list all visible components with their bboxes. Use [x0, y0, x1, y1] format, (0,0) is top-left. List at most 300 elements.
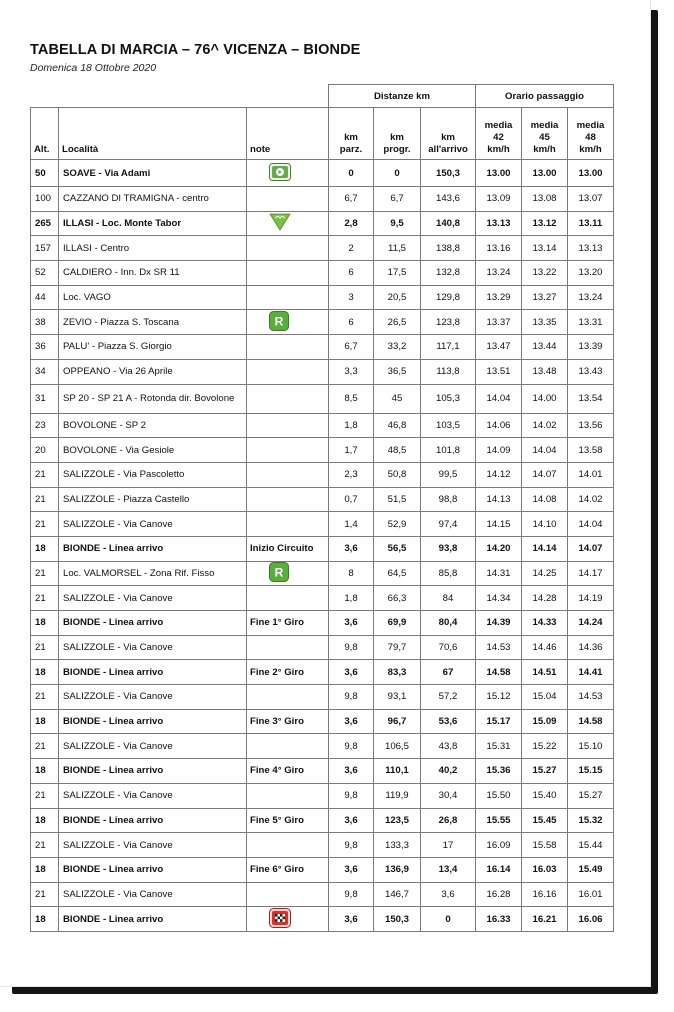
cell-note: Fine 2° Giro: [247, 660, 329, 685]
cell-time-42: 14.31: [476, 561, 522, 586]
table-row: [31, 709, 614, 734]
cell-localita: BOVOLONE - SP 2: [59, 413, 247, 438]
cell-km-arrivo: 43,8: [421, 734, 476, 759]
cell-localita: ILLASI - Centro: [59, 236, 247, 261]
cell-time-48: 16.01: [568, 882, 614, 907]
refuel-r-icon: [269, 311, 289, 334]
cell-km-parz: 6: [329, 261, 374, 286]
cell-note: [247, 187, 329, 212]
cell-time-45: 15.09: [522, 709, 568, 734]
cell-time-42: 14.09: [476, 438, 522, 463]
cell-note: [247, 783, 329, 808]
cell-note: [247, 285, 329, 310]
table-row: [31, 335, 614, 360]
cell-alt: 18: [31, 907, 59, 932]
table-row: [31, 512, 614, 537]
cell-note: [247, 907, 329, 932]
cell-time-45: 15.45: [522, 808, 568, 833]
table-row: [31, 734, 614, 759]
cell-time-48: 14.02: [568, 487, 614, 512]
col-media45-line2: 45: [539, 132, 550, 143]
cell-alt: 18: [31, 536, 59, 561]
cell-km-progr: 20,5: [374, 285, 421, 310]
table-row: [31, 611, 614, 636]
cell-time-48: 14.04: [568, 512, 614, 537]
cell-km-parz: 1,8: [329, 413, 374, 438]
cell-alt: 157: [31, 236, 59, 261]
cell-km-parz: 3,6: [329, 660, 374, 685]
col-media45-line1: media: [530, 120, 559, 131]
cell-km-arrivo: 97,4: [421, 512, 476, 537]
cell-note: [247, 586, 329, 611]
cell-time-48: 13.20: [568, 261, 614, 286]
cell-km-progr: 0: [374, 160, 421, 187]
cell-time-42: 16.28: [476, 882, 522, 907]
cell-alt: 34: [31, 359, 59, 384]
cell-km-progr: 36,5: [374, 359, 421, 384]
col-media48: [568, 108, 614, 160]
cell-km-arrivo: 105,3: [421, 384, 476, 413]
cell-time-48: 14.36: [568, 635, 614, 660]
cell-time-45: 16.21: [522, 907, 568, 932]
table-row: [31, 462, 614, 487]
col-km-progr: [374, 108, 421, 160]
table-row: [31, 187, 614, 212]
cell-km-arrivo: 93,8: [421, 536, 476, 561]
cell-time-45: 16.03: [522, 857, 568, 882]
cell-note: [247, 882, 329, 907]
cell-km-arrivo: 103,5: [421, 413, 476, 438]
cell-time-48: 13.31: [568, 310, 614, 335]
cell-km-arrivo: 80,4: [421, 611, 476, 636]
cell-km-progr: 17,5: [374, 261, 421, 286]
cell-time-45: 13.14: [522, 236, 568, 261]
cell-time-45: 14.00: [522, 384, 568, 413]
cell-localita: BIONDE - Linea arrivo: [59, 857, 247, 882]
cell-km-parz: 6,7: [329, 187, 374, 212]
climb-triangle-icon: [269, 213, 291, 234]
cell-time-42: 13.13: [476, 211, 522, 236]
cell-note: Fine 5° Giro: [247, 808, 329, 833]
cell-localita: SALIZZOLE - Via Pascoletto: [59, 462, 247, 487]
cell-time-42: 14.04: [476, 384, 522, 413]
cell-localita: SALIZZOLE - Via Canove: [59, 833, 247, 858]
header-blank: [59, 85, 247, 108]
cell-time-48: 14.58: [568, 709, 614, 734]
cell-km-progr: 133,3: [374, 833, 421, 858]
cell-alt: 21: [31, 487, 59, 512]
cell-time-42: 14.58: [476, 660, 522, 685]
header-blank: [31, 85, 59, 108]
cell-localita: SALIZZOLE - Via Canove: [59, 882, 247, 907]
cell-localita: ILLASI - Loc. Monte Tabor: [59, 211, 247, 236]
col-note: note: [247, 108, 329, 160]
cell-km-arrivo: 99,5: [421, 462, 476, 487]
cell-time-48: 13.43: [568, 359, 614, 384]
cell-time-48: 14.24: [568, 611, 614, 636]
col-media45: [522, 108, 568, 160]
cell-time-48: 14.17: [568, 561, 614, 586]
cell-time-42: 13.24: [476, 261, 522, 286]
cell-km-progr: 56,5: [374, 536, 421, 561]
cell-time-48: 13.54: [568, 384, 614, 413]
cell-alt: 21: [31, 783, 59, 808]
col-km-progr-line2: progr.: [383, 144, 411, 155]
cell-km-parz: 3,6: [329, 759, 374, 784]
col-km-parz: [329, 108, 374, 160]
col-media42: [476, 108, 522, 160]
cell-localita: SALIZZOLE - Via Canove: [59, 685, 247, 710]
cell-km-arrivo: 13,4: [421, 857, 476, 882]
table-row: [31, 833, 614, 858]
cell-time-42: 14.34: [476, 586, 522, 611]
cell-km-progr: 64,5: [374, 561, 421, 586]
cell-localita: PALU' - Piazza S. Giorgio: [59, 335, 247, 360]
cell-localita: Loc. VALMORSEL - Zona Rif. Fisso: [59, 561, 247, 586]
refuel-r-icon: [269, 562, 289, 585]
table-row: [31, 561, 614, 586]
cell-km-parz: 9,8: [329, 685, 374, 710]
cell-km-progr: 150,3: [374, 907, 421, 932]
cell-alt: 18: [31, 808, 59, 833]
cell-time-42: 15.12: [476, 685, 522, 710]
cell-note: [247, 685, 329, 710]
table-row: [31, 907, 614, 932]
cell-localita: BIONDE - Linea arrivo: [59, 611, 247, 636]
cell-alt: 21: [31, 685, 59, 710]
col-media48-line3: km/h: [579, 144, 602, 155]
cell-alt: 18: [31, 660, 59, 685]
cell-localita: BIONDE - Linea arrivo: [59, 536, 247, 561]
cell-note: [247, 561, 329, 586]
header-blank: [247, 85, 329, 108]
cell-km-parz: 3,6: [329, 611, 374, 636]
cell-km-progr: 51,5: [374, 487, 421, 512]
cell-time-45: 13.44: [522, 335, 568, 360]
cell-time-48: 15.44: [568, 833, 614, 858]
page-subtitle: Domenica 18 Ottobre 2020: [30, 62, 157, 74]
table-row: [31, 487, 614, 512]
cell-km-progr: 46,8: [374, 413, 421, 438]
cell-km-progr: 136,9: [374, 857, 421, 882]
cell-time-45: 14.07: [522, 462, 568, 487]
cell-time-48: 13.56: [568, 413, 614, 438]
cell-time-45: 15.04: [522, 685, 568, 710]
march-table: [30, 84, 614, 932]
col-media48-line1: media: [576, 120, 605, 131]
cell-time-42: 14.12: [476, 462, 522, 487]
cell-time-48: 15.32: [568, 808, 614, 833]
cell-time-48: 15.49: [568, 857, 614, 882]
cell-alt: 36: [31, 335, 59, 360]
cell-alt: 21: [31, 882, 59, 907]
table-row: [31, 211, 614, 236]
cell-km-arrivo: 17: [421, 833, 476, 858]
cell-km-progr: 66,3: [374, 586, 421, 611]
cell-time-45: 13.35: [522, 310, 568, 335]
cell-note: [247, 160, 329, 187]
cell-alt: 265: [31, 211, 59, 236]
cell-alt: 18: [31, 759, 59, 784]
cell-km-arrivo: 67: [421, 660, 476, 685]
cell-km-progr: 96,7: [374, 709, 421, 734]
cell-time-48: 13.13: [568, 236, 614, 261]
cell-time-45: 13.12: [522, 211, 568, 236]
cell-localita: BIONDE - Linea arrivo: [59, 709, 247, 734]
cell-time-42: 14.20: [476, 536, 522, 561]
cell-time-45: 13.22: [522, 261, 568, 286]
cell-alt: 100: [31, 187, 59, 212]
cell-time-48: 13.58: [568, 438, 614, 463]
cell-km-arrivo: 98,8: [421, 487, 476, 512]
cell-km-arrivo: 150,3: [421, 160, 476, 187]
cell-km-arrivo: 138,8: [421, 236, 476, 261]
col-km-arrivo: [421, 108, 476, 160]
cell-time-45: 15.27: [522, 759, 568, 784]
header-orario: Orario passaggio: [476, 85, 614, 108]
cell-km-arrivo: 30,4: [421, 783, 476, 808]
col-alt: Alt.: [31, 108, 59, 160]
cell-time-42: 14.53: [476, 635, 522, 660]
cell-alt: 31: [31, 384, 59, 413]
table-row: [31, 635, 614, 660]
cell-km-parz: 3,6: [329, 808, 374, 833]
cell-km-progr: 146,7: [374, 882, 421, 907]
cell-km-parz: 1,4: [329, 512, 374, 537]
cell-km-parz: 6,7: [329, 335, 374, 360]
cell-time-48: 15.10: [568, 734, 614, 759]
cell-km-arrivo: 85,8: [421, 561, 476, 586]
cell-alt: 18: [31, 709, 59, 734]
cell-note: [247, 310, 329, 335]
cell-time-48: 13.07: [568, 187, 614, 212]
cell-km-arrivo: 117,1: [421, 335, 476, 360]
cell-km-parz: 1,7: [329, 438, 374, 463]
cell-km-progr: 26,5: [374, 310, 421, 335]
cell-alt: 21: [31, 512, 59, 537]
cell-km-progr: 11,5: [374, 236, 421, 261]
cell-localita: SALIZZOLE - Piazza Castello: [59, 487, 247, 512]
cell-time-48: 14.01: [568, 462, 614, 487]
table-row: [31, 536, 614, 561]
cell-km-progr: 48,5: [374, 438, 421, 463]
cell-km-progr: 83,3: [374, 660, 421, 685]
cell-localita: CALDIERO - Inn. Dx SR 11: [59, 261, 247, 286]
cell-km-arrivo: 123,8: [421, 310, 476, 335]
cell-time-42: 14.13: [476, 487, 522, 512]
col-media48-line2: 48: [585, 132, 596, 143]
cell-localita: Loc. VAGO: [59, 285, 247, 310]
table-row: [31, 857, 614, 882]
cell-km-parz: 6: [329, 310, 374, 335]
col-km-parz-line1: km: [344, 132, 358, 143]
cell-note: [247, 211, 329, 236]
cell-note: [247, 438, 329, 463]
cell-alt: 21: [31, 586, 59, 611]
cell-alt: 21: [31, 635, 59, 660]
cell-localita: ZEVIO - Piazza S. Toscana: [59, 310, 247, 335]
cell-time-48: 15.15: [568, 759, 614, 784]
cell-localita: SALIZZOLE - Via Canove: [59, 783, 247, 808]
cell-time-45: 14.46: [522, 635, 568, 660]
cell-localita: SP 20 - SP 21 A - Rotonda dir. Bovolone: [59, 384, 247, 413]
cell-note: Fine 4° Giro: [247, 759, 329, 784]
cell-km-parz: 9,8: [329, 882, 374, 907]
cell-time-45: 14.04: [522, 438, 568, 463]
cell-time-45: 14.28: [522, 586, 568, 611]
cell-time-45: 15.58: [522, 833, 568, 858]
cell-km-parz: 0: [329, 160, 374, 187]
cell-time-42: 15.17: [476, 709, 522, 734]
cell-km-arrivo: 129,8: [421, 285, 476, 310]
cell-km-parz: 2: [329, 236, 374, 261]
cell-time-42: 13.37: [476, 310, 522, 335]
cell-km-progr: 52,9: [374, 512, 421, 537]
col-media42-line1: media: [484, 120, 513, 131]
cell-km-arrivo: 53,6: [421, 709, 476, 734]
cell-note: [247, 833, 329, 858]
cell-time-48: 16.06: [568, 907, 614, 932]
col-media42-line3: km/h: [487, 144, 510, 155]
cell-time-42: 16.09: [476, 833, 522, 858]
cell-time-45: 14.51: [522, 660, 568, 685]
cell-alt: 21: [31, 462, 59, 487]
header-distanze: Distanze km: [329, 85, 476, 108]
cell-note: [247, 359, 329, 384]
cell-note: [247, 512, 329, 537]
col-media42-line2: 42: [493, 132, 504, 143]
cell-time-48: 15.27: [568, 783, 614, 808]
cell-note: [247, 734, 329, 759]
cell-time-45: 13.08: [522, 187, 568, 212]
cell-time-48: 13.39: [568, 335, 614, 360]
cell-time-45: 14.10: [522, 512, 568, 537]
cell-time-42: 15.36: [476, 759, 522, 784]
cell-note: [247, 384, 329, 413]
cell-km-arrivo: 132,8: [421, 261, 476, 286]
cell-localita: CAZZANO DI TRAMIGNA - centro: [59, 187, 247, 212]
table-row: [31, 808, 614, 833]
cell-km-parz: 8,5: [329, 384, 374, 413]
table-row: [31, 359, 614, 384]
cell-km-arrivo: 70,6: [421, 635, 476, 660]
cell-localita: SOAVE - Via Adami: [59, 160, 247, 187]
col-km-parz-line2: parz.: [339, 144, 363, 155]
table-row: [31, 285, 614, 310]
cell-alt: 21: [31, 561, 59, 586]
cell-localita: SALIZZOLE - Via Canove: [59, 512, 247, 537]
cell-time-45: 14.08: [522, 487, 568, 512]
table-row: [31, 160, 614, 187]
cell-km-progr: 9,5: [374, 211, 421, 236]
cell-km-parz: 3,6: [329, 709, 374, 734]
cell-alt: 50: [31, 160, 59, 187]
cell-time-45: 13.00: [522, 160, 568, 187]
cell-localita: BIONDE - Linea arrivo: [59, 660, 247, 685]
cell-localita: SALIZZOLE - Via Canove: [59, 586, 247, 611]
cell-time-42: 13.16: [476, 236, 522, 261]
cell-km-parz: 9,8: [329, 783, 374, 808]
cell-km-arrivo: 0: [421, 907, 476, 932]
cell-km-arrivo: 3,6: [421, 882, 476, 907]
cell-km-parz: 1,8: [329, 586, 374, 611]
cell-note: [247, 462, 329, 487]
start-icon: [269, 163, 291, 184]
cell-km-parz: 8: [329, 561, 374, 586]
cell-time-45: 15.22: [522, 734, 568, 759]
cell-note: Inizio Circuito: [247, 536, 329, 561]
cell-km-progr: 33,2: [374, 335, 421, 360]
cell-km-arrivo: 84: [421, 586, 476, 611]
table-row: [31, 759, 614, 784]
cell-km-progr: 119,9: [374, 783, 421, 808]
table-row: [31, 586, 614, 611]
cell-time-48: 13.24: [568, 285, 614, 310]
table-row: [31, 438, 614, 463]
cell-time-42: 13.47: [476, 335, 522, 360]
cell-time-48: 14.53: [568, 685, 614, 710]
cell-note: [247, 236, 329, 261]
cell-time-42: 16.14: [476, 857, 522, 882]
cell-km-progr: 50,8: [374, 462, 421, 487]
cell-time-42: 15.31: [476, 734, 522, 759]
cell-time-48: 13.11: [568, 211, 614, 236]
cell-note: [247, 635, 329, 660]
cell-time-48: 14.07: [568, 536, 614, 561]
page-title: TABELLA DI MARCIA – 76^ VICENZA – BIONDE: [30, 42, 361, 58]
svg-text:R: R: [274, 565, 284, 580]
table-row: [31, 236, 614, 261]
table-row: [31, 384, 614, 413]
cell-localita: BIONDE - Linea arrivo: [59, 759, 247, 784]
cell-time-45: 14.25: [522, 561, 568, 586]
cell-note: [247, 335, 329, 360]
cell-localita: OPPEANO - Via 26 Aprile: [59, 359, 247, 384]
cell-time-42: 13.51: [476, 359, 522, 384]
cell-time-42: 13.09: [476, 187, 522, 212]
cell-alt: 23: [31, 413, 59, 438]
col-localita: Località: [59, 108, 247, 160]
cell-km-arrivo: 140,8: [421, 211, 476, 236]
cell-time-42: 15.55: [476, 808, 522, 833]
cell-note: [247, 487, 329, 512]
finish-flag-icon: [269, 908, 291, 931]
cell-time-42: 14.06: [476, 413, 522, 438]
cell-time-45: 13.48: [522, 359, 568, 384]
cell-localita: SALIZZOLE - Via Canove: [59, 734, 247, 759]
cell-km-progr: 106,5: [374, 734, 421, 759]
cell-alt: 18: [31, 857, 59, 882]
table-row: [31, 882, 614, 907]
cell-localita: BIONDE - Linea arrivo: [59, 808, 247, 833]
table-row: [31, 660, 614, 685]
cell-time-42: 13.29: [476, 285, 522, 310]
cell-time-42: 14.15: [476, 512, 522, 537]
table-row: [31, 685, 614, 710]
table-row: [31, 783, 614, 808]
cell-km-parz: 0,7: [329, 487, 374, 512]
cell-km-progr: 6,7: [374, 187, 421, 212]
cell-alt: 18: [31, 611, 59, 636]
cell-km-arrivo: 113,8: [421, 359, 476, 384]
cell-time-45: 16.16: [522, 882, 568, 907]
cell-km-progr: 69,9: [374, 611, 421, 636]
cell-km-parz: 3,6: [329, 907, 374, 932]
cell-alt: 21: [31, 734, 59, 759]
cell-km-arrivo: 143,6: [421, 187, 476, 212]
cell-alt: 44: [31, 285, 59, 310]
cell-alt: 21: [31, 833, 59, 858]
